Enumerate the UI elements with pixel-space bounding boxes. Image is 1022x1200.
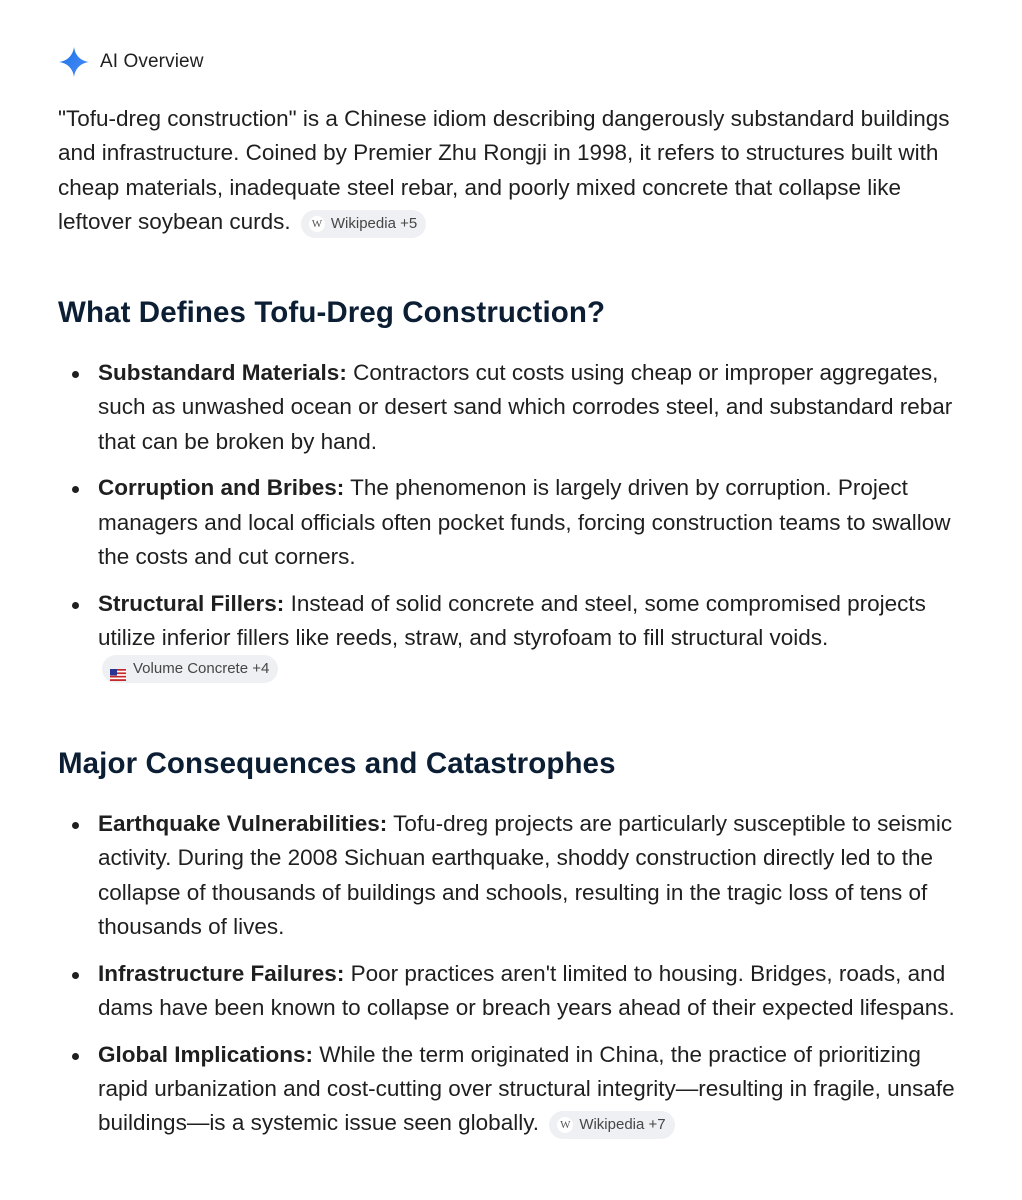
list-item bbox=[58, 356, 968, 459]
list-item bbox=[58, 1038, 968, 1141]
list-item bbox=[58, 957, 968, 1026]
citation-label: Volume Concrete +4 bbox=[133, 660, 270, 678]
citation-chip-wikipedia-7[interactable] bbox=[549, 1111, 674, 1139]
list-item bbox=[58, 587, 968, 694]
citation-label: Wikipedia +7 bbox=[579, 1116, 666, 1134]
section-heading-defines: What Defines Tofu-Dreg Construction? bbox=[58, 296, 606, 329]
list-item-text: Contractors cut costs using cheap or improper aggregates, such as unwashed ocean or desert sand which corrodes steel, and substandard rebar that can be broken by hand. bbox=[98, 360, 953, 454]
list-item-text: Tofu-dreg projects are particularly susceptible to seismic activity. During the 2008 Sichuan earthquake, shoddy construction directly led to the collapse of thousands of buildings and schools, resulting in the tragic loss of tens of thousands of lives. bbox=[98, 811, 953, 939]
intro-paragraph bbox=[58, 102, 963, 239]
ai-overview-title: AI Overview bbox=[100, 51, 204, 72]
bullet-icon bbox=[72, 972, 79, 979]
bullet-icon bbox=[72, 602, 79, 609]
ai-overview-header bbox=[58, 46, 204, 78]
list-item-text: The phenomenon is largely driven by corruption. Project managers and local officials often pocket funds, forcing construction teams to swallow the costs and cut corners. bbox=[98, 475, 951, 569]
defines-list bbox=[58, 356, 968, 706]
list-item-term: Earthquake Vulnerabilities: bbox=[98, 811, 388, 836]
gemini-sparkle-icon bbox=[58, 46, 90, 78]
citation-chip-wikipedia-5[interactable] bbox=[301, 210, 426, 238]
consequences-list bbox=[58, 807, 968, 1153]
wikipedia-icon: W bbox=[309, 216, 325, 232]
section-heading-consequences: Major Consequences and Catastrophes bbox=[58, 747, 616, 780]
list-item-text: Instead of solid concrete and steel, some compromised projects utilize inferior fillers like reeds, straw, and styrofoam to fill structural voids. bbox=[98, 590, 926, 651]
list-item-text: Poor practices aren't limited to housing. Bridges, roads, and dams have been known to collapse or breach years ahead of their expected lifespans. bbox=[98, 960, 955, 1020]
us-flag-icon bbox=[110, 663, 126, 675]
list-item-term: Corruption and Bribes: bbox=[98, 475, 345, 501]
citation-chip-volume-concrete[interactable] bbox=[102, 655, 278, 683]
list-item-term: Infrastructure Failures: bbox=[98, 960, 345, 986]
list-item-term: Substandard Materials: bbox=[98, 360, 347, 385]
intro-text: "Tofu-dreg construction" is a Chinese idiom describing dangerously substandard buildings and infrastructure. Coined by Premier Zhu Rongji in 1998, it refers to structures built with cheap materials, inadequate steel rebar, and poorly mixed concrete that collapse like leftover soybean curds. bbox=[58, 106, 950, 234]
bullet-icon bbox=[72, 1053, 79, 1060]
list-item bbox=[58, 807, 968, 944]
citation-label: Wikipedia +5 bbox=[330, 214, 418, 232]
list-item-text: While the term originated in China, the practice of prioritizing rapid urbanization and cost-cutting over structural integrity—resulting in fragile, unsafe buildings—is a systemic issue seen globally. bbox=[98, 1041, 955, 1136]
bullet-icon bbox=[72, 371, 79, 378]
bullet-icon bbox=[72, 486, 79, 493]
list-item-term: Global Implications: bbox=[98, 1041, 314, 1067]
list-item bbox=[58, 471, 968, 574]
list-item-term: Structural Fillers: bbox=[98, 590, 285, 616]
bullet-icon bbox=[72, 822, 79, 829]
wikipedia-icon: W bbox=[557, 1117, 573, 1133]
